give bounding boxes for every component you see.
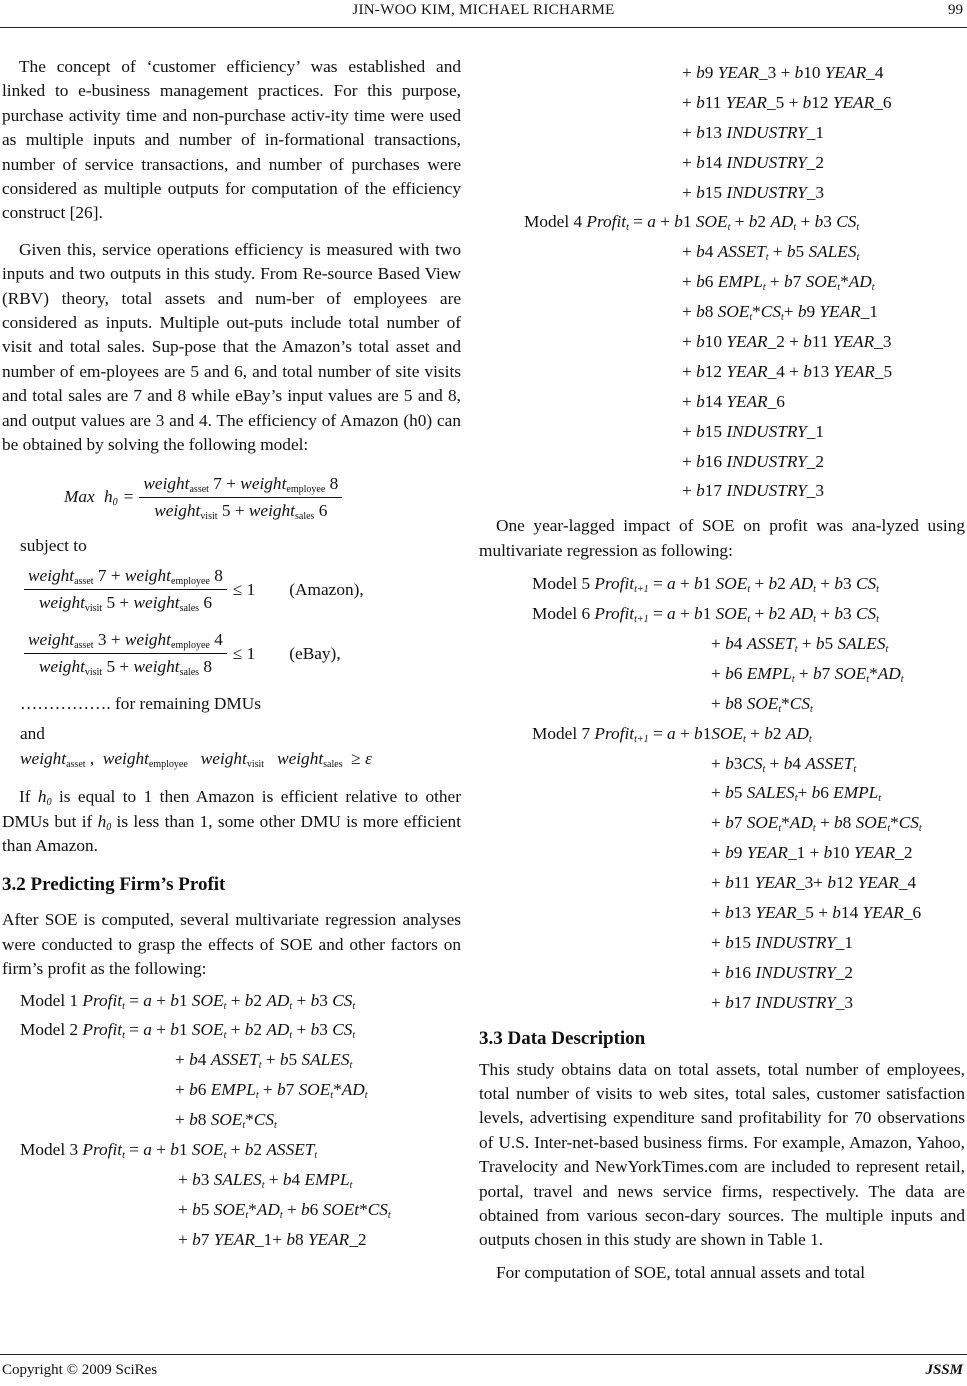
model-5: Model 5 Profit$_{t+1}$ = a + b1 $SOE_t + b2$ $AD_t + b3$ $CS_t$ xyxy=(532,574,879,596)
right-column: + b9 YEAR_3 + b10 YEAR_4 + b11 YEAR_5 + b12 YEAR_6 + b13 INDUSTRY_1 + b14 INDUSTRY_2 + b15 INDUSTRY_3 Model 4 Profit$_t$ = a + b1 $SOE_t + b2$ $AD_t + b3$ $CS_t$ + b4 $ASSET_t + b5$ $SALES_t$ + b6 $EMPL_t + b7$ $SOE_t*AD_t$ + b8 $SOE_t*CS_t+ b9$ YEAR_1 + b10 YEAR_2 + b11 YEAR_3 + b12 YEAR_4 + b13 YEAR_5 + b14 YEAR_6 + b15 INDUSTRY_1 + b16 INDUSTRY_2 + b17 INDUSTRY_3 One year-lagged impact of SOE on profit was ana-lyzed using multivariate regression as following: Model 5 Profit$_{t+1}$ = a + b1 $SOE_t + b2$ $AD_t + b3$ $CS_t$ Model 6 Profit$_{t+1}$ = a + b1 $SOE_t + b2$ $AD_t + b3$ $CS_t$ + b4 $ASSET_t + b5$ $SALES_t$ + b6 $EMPL_t + b7$ $SOE_t*AD_t$ + b8 $SOE_t*CS_t$ Model 7 Profit$_{t+1}$ = $a + b1SOE_t + b2$ $AD_t$ + $b3CS_t + b4$ $ASSET_t$ + b5 $SALES_t+ b6$ $EMPL_t$ + b7 $SOE_t*AD_t + b8$ $SOE_t*CS_t$ + b9 YEAR_1 + b10 YEAR_2 + b11 YEAR_3+ b12 YEAR_4 + b13 YEAR_5 + b14 YEAR_6 + b15 INDUSTRY_1 + b16 INDUSTRY_2 + b17 INDUSTRY_3 3.3 Data Description This study obtains data on total assets, total number of employees, total number of visits to web sites, total sales, customer satisfaction levels, advertising expenditure sand profitability for 70 observations of U.S. Inter-net-based business firms. For example, Amazon, Yahoo, Travelocity and NewYorkTimes.com are included to represent retail, portal, travel and news service firms, respectively. The data are obtained from various secon-dary sources. The multiple inputs and outputs chosen in this study are shown in Table 1. For computation of SOE, total annual assets and total xyxy=(479,58,965,1285)
remaining-dmus: ……………. for remaining DMUs xyxy=(20,693,261,713)
paragraph-h0-interpretation: If $h_0$ is equal to 1 then Amazon is efficient relative to other DMUs but if $h_0$ is less than 1, some other DMU is more efficient than Amazon. xyxy=(2,787,461,855)
subject-to-label: subject to xyxy=(20,535,87,555)
paragraph-soe-computation: For computation of SOE, total annual assets and total xyxy=(496,1262,866,1282)
running-title: JIN-WOO KIM, MICHAEL RICHARME xyxy=(352,2,615,18)
section-heading-3-3: 3.3 Data Description xyxy=(479,1027,646,1049)
model-6: Model 6 Profit$_{t+1}$ = a + b1 $SOE_t + b2$ $AD_t + b3$ $CS_t$ xyxy=(532,604,879,626)
amazon-label: (Amazon), xyxy=(289,579,364,599)
page-number: 99 xyxy=(948,2,963,18)
model-7: Model 7 Profit$_{t+1}$ = $a + b1SOE_t + b2$ $AD_t$ xyxy=(532,723,812,745)
model-1: Model 1 Profit$_t$ = a + b1 $SOE_t + b2$ $AD_t + b3$ $CS_t$ xyxy=(20,990,356,1012)
paragraph-year-lagged: One year-lagged impact of SOE on profit was ana-lyzed using multivariate regression as following: xyxy=(479,516,965,560)
paragraph-customer-efficiency: The concept of ‘customer efficiency’ was established and linked to e-business management practices. For this purpose, purchase activity time and non-purchase activ-ity time were used as multiple inputs and number of in-formational transactions, number of service transactions, and number of purchases were considered as multiple outputs for computation of the efficiency construct [26]. xyxy=(2,57,461,223)
left-column: The concept of ‘customer efficiency’ was established and linked to e-business management practices. For this purpose, purchase activity time and non-purchase activ-ity time were used as multiple inputs and number of in-formational transactions, number of service transactions, and number of purchases were considered as multiple outputs for computation of the efficiency construct [26]. Given this, service operations efficiency is measured with two inputs and two outputs in this study. From Re-source Based View (RBV) theory, total assets and num-ber of employees are considered as inputs. Multiple out-puts include total number of visit and total sales. Sup-pose that the Amazon’s total asset and number of em-ployees are 5 and 6, and total number of site visits and total sales are 7 and 8 while eBay’s input values are 5 and 8, and output values are 3 and 4. The efficiency of Amazon (h0) can be obtained by solving the following model: Max $h_0$ = $\frac{weight_{asset} 7 + weight_{employee} 8}{weight_{visit} 5 + weight_{sales} 6}$ subject to $\frac{weight_{asset} 7 + weight_{employee} 8}{weight_{visit} 5 + weight_{sales} 6}$ ≤ 1 (Amazon), $\frac{weight_{asset} 3 + weight_{employee} 4}{weight_{visit} 5 + weight_{sales} 8}$ ≤ 1 (eBay), ……………. for remaining DMUs and weight$_{asset}$ , weight$_{employee}$ weight$_{visit}$ weight$_{sales}$ ≥ ε If $h_0$ is equal to 1 then Amazon is efficient relative to other DMUs but if $h_0$ is less than 1, some other DMU is more efficient than Amazon. 3.2 Predicting Firm’s Profit After SOE is computed, several multivariate regression analyses were conducted to grasp the effects of SOE and other factors on firm’s profit as the following: Model 1 Profit$_t$ = a + b1 $SOE_t + b2$ $AD_t + b3$ $CS_t$ Model 2 Profit$_t$ = a + b1 $SOE_t + b2$ $AD_t + b3$ $CS_t$ + b4 $ASSET_t + b5$ $SALES_t$ + b6 $EMPL_t + b7$ $SOE_t*AD_t$ + b8 $SOE_t*CS_t$ Model 3 Profit$_t$ = a + b1 $SOE_t + b2$ $ASSET_t$ + b3 $SALES_t + b4$ $EMPL_t$ + b5 $SOE_t*AD_t + b6$ $SOEt*CS_t$ + b7 YEAR_1+ b8 YEAR_2 xyxy=(2,57,461,1249)
model-4: Model 4 Profit$_t$ = a + b1 $SOE_t + b2$ $AD_t + b3$ $CS_t$ xyxy=(524,212,860,234)
h0-symbol: $h_0$ xyxy=(104,487,118,509)
objective-fraction: $\frac{weight_{asset} 7 + weight_{employee} 8}{weight_{visit} 5 + weight_{sales} 6}$ xyxy=(139,471,342,524)
constraint-ebay: $\frac{weight_{asset} 3 + weight_{employee} 4}{weight_{visit} 5 + weight_{sales} 8}$ ≤ 1 (eBay), xyxy=(2,622,461,686)
paragraph-service-efficiency: Given this, service operations efficiency is measured with two inputs and two outputs in this study. From Re-source Based View (RBV) theory, total assets and num-ber of employees are considered as inputs. Multiple out-puts include total number of visit and total sales. Sup-pose that the Amazon’s total asset and number of em-ployees are 5 and 6, and total number of site visits and total sales are 7 and 8 while eBay’s input values are 5 and 8, and output values are 3 and 4. The efficiency of Amazon (h0) can be obtained by solving the following model: xyxy=(2,239,461,455)
paragraph-data-description: This study obtains data on total assets, total number of employees, total number of visits to web sites, total sales, customer satisfaction levels, advertising expenditure sand profitability for 70 observations of U.S. Inter-net-based business firms. For example, Amazon, Yahoo, Travelocity and NewYorkTimes.com are included to represent retail, portal, travel and news service firms, respectively. The data are obtained from various secon-dary sources. The multiple inputs and outputs chosen in this study are shown in Table 1. xyxy=(479,1059,965,1250)
footer-rule xyxy=(0,1354,967,1355)
footer xyxy=(0,1362,967,1382)
max-label: Max xyxy=(64,487,95,507)
objective-equation: Max $h_0$ = $\frac{weight_{asset} 7 + weight_{employee} 8}{weight_{visit} 5 + weight_{sales} 6}$ xyxy=(2,466,461,530)
running-header xyxy=(0,2,967,24)
and-label: and xyxy=(20,724,45,744)
paragraph-regression-intro: After SOE is computed, several multivariate regression analyses were conducted to grasp the effects of SOE and other factors on firm’s profit as the following: xyxy=(2,910,461,979)
constraint-amazon: $\frac{weight_{asset} 7 + weight_{employee} 8}{weight_{visit} 5 + weight_{sales} 6}$ ≤ 1 (Amazon), xyxy=(2,558,461,622)
copyright: Copyright © 2009 SciRes xyxy=(2,1362,158,1378)
section-heading-3-2: 3.2 Predicting Firm’s Profit xyxy=(2,874,226,896)
journal-name: JSSM xyxy=(925,1362,963,1378)
ebay-label: (eBay), xyxy=(289,643,341,663)
header-rule xyxy=(0,27,967,28)
weight-constraint: weight$_{asset}$ , weight$_{employee}$ weight$_{visit}$ weight$_{sales}$ ≥ ε xyxy=(20,748,372,770)
model-3: Model 3 Profit$_t$ = a + b1 $SOE_t + b2$ $ASSET_t$ xyxy=(20,1140,318,1162)
model-2: Model 2 Profit$_t$ = a + b1 $SOE_t + b2$ $AD_t + b3$ $CS_t$ xyxy=(20,1020,356,1042)
